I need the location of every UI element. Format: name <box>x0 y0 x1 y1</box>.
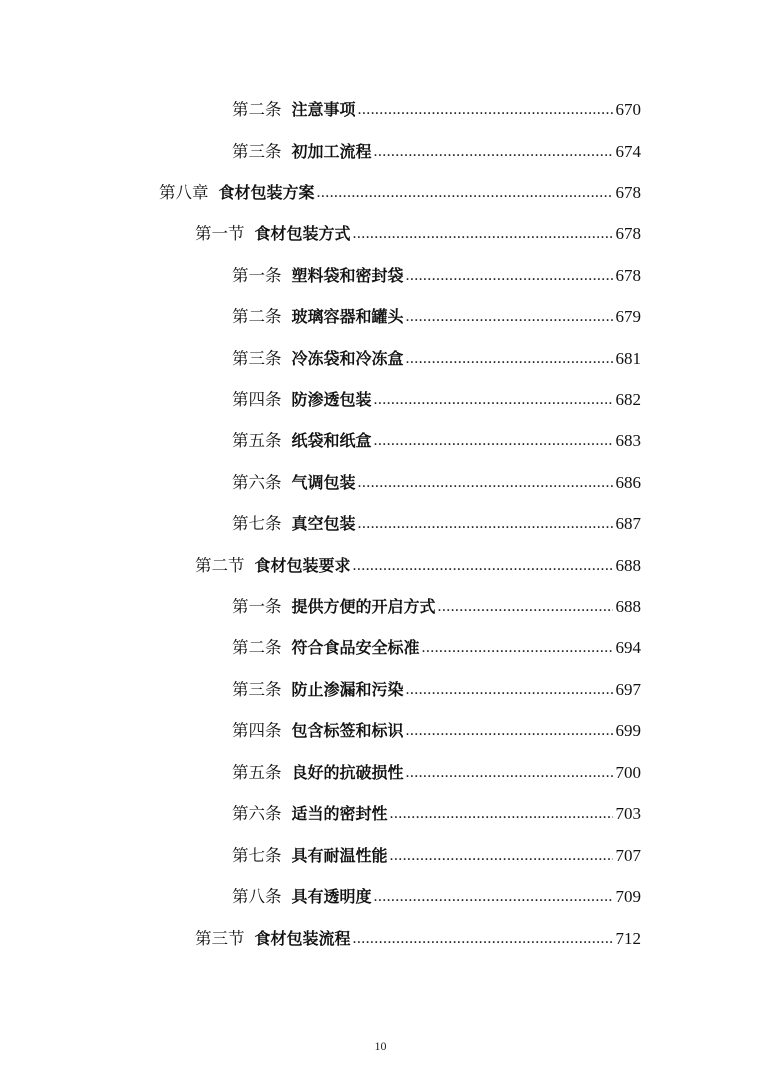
dot-leader <box>406 266 613 286</box>
toc-entry-title: 符合食品安全标准 <box>291 638 420 657</box>
dot-leader <box>390 846 613 866</box>
toc-entry-number: 第三条 <box>232 680 282 699</box>
toc-entry-title: 食材包装流程 <box>254 929 351 948</box>
toc-entry-title: 玻璃容器和罐头 <box>291 307 404 326</box>
toc-entry-number: 第八章 <box>159 183 209 202</box>
toc-entry-page: 681 <box>615 349 641 368</box>
toc-entry[interactable] <box>195 550 641 576</box>
toc-entry[interactable] <box>195 923 641 949</box>
toc-entry[interactable] <box>232 425 641 451</box>
toc-entry-number: 第一条 <box>232 597 282 616</box>
toc-entry-number: 第五条 <box>232 431 282 450</box>
toc-entry-title: 初加工流程 <box>291 142 372 161</box>
toc-entry[interactable] <box>232 301 641 327</box>
dot-leader <box>374 390 613 410</box>
toc-entry[interactable] <box>232 508 641 534</box>
toc-entry-title: 食材包装方式 <box>254 224 351 243</box>
toc-entry-page: 670 <box>615 100 641 119</box>
toc-entry[interactable] <box>232 840 641 866</box>
toc-entry-number: 第四条 <box>232 390 282 409</box>
toc-entry-number: 第七条 <box>232 514 282 533</box>
toc-entry-number: 第三节 <box>195 929 245 948</box>
toc-entry[interactable] <box>232 715 641 741</box>
dot-leader <box>374 431 613 451</box>
dot-leader <box>374 142 613 162</box>
toc-entry-title: 具有透明度 <box>291 887 372 906</box>
dot-leader <box>406 680 613 700</box>
toc-entry-title: 真空包装 <box>291 514 356 533</box>
dot-leader <box>406 763 613 783</box>
toc-entry-page: 709 <box>615 887 641 906</box>
toc-entry-number: 第七条 <box>232 846 282 865</box>
dot-leader <box>358 100 613 120</box>
toc-entry-title: 提供方便的开启方式 <box>291 597 436 616</box>
toc-entry-page: 688 <box>615 556 641 575</box>
toc-entry-page: 694 <box>615 638 641 657</box>
toc-entry-page: 700 <box>615 763 641 782</box>
toc-entry-number: 第二条 <box>232 100 282 119</box>
toc-entry-page: 682 <box>615 390 641 409</box>
toc-entry[interactable] <box>232 881 641 907</box>
toc-entry-number: 第八条 <box>232 887 282 906</box>
toc-entry-title: 塑料袋和密封袋 <box>291 266 404 285</box>
toc-entry-title: 注意事项 <box>291 100 356 119</box>
toc-entry-number: 第二节 <box>195 556 245 575</box>
toc-entry-number: 第六条 <box>232 473 282 492</box>
page-number: 10 <box>374 1039 387 1053</box>
dot-leader <box>353 929 613 949</box>
toc-entry-page: 697 <box>615 680 641 699</box>
toc-entry-title: 纸袋和纸盒 <box>291 431 372 450</box>
toc-entry-page: 678 <box>615 183 641 202</box>
toc-entry-number: 第一条 <box>232 266 282 285</box>
dot-leader <box>438 597 613 617</box>
toc-entry-title: 防渗透包装 <box>291 390 372 409</box>
dot-leader <box>406 307 613 327</box>
toc-entry-page: 678 <box>615 224 641 243</box>
toc-entry-page: 712 <box>615 929 641 948</box>
toc-entry-number: 第二条 <box>232 638 282 657</box>
toc-entry-page: 679 <box>615 307 641 326</box>
dot-leader <box>353 224 613 244</box>
toc-entry-number: 第一节 <box>195 224 245 243</box>
toc-entry-page: 688 <box>615 597 641 616</box>
toc-entry-page: 683 <box>615 431 641 450</box>
dot-leader <box>422 638 613 658</box>
toc-entry[interactable] <box>232 632 641 658</box>
toc-entry-title: 食材包装方案 <box>218 183 315 202</box>
dot-leader <box>374 887 613 907</box>
toc-entry-title: 具有耐温性能 <box>291 846 388 865</box>
toc-entry[interactable] <box>232 798 641 824</box>
dot-leader <box>406 349 613 369</box>
toc-entry-title: 食材包装要求 <box>254 556 351 575</box>
toc-entry-number: 第五条 <box>232 763 282 782</box>
dot-leader <box>406 721 613 741</box>
toc-entry[interactable] <box>232 94 641 120</box>
toc-entry[interactable] <box>232 467 641 493</box>
toc-entry-title: 气调包装 <box>291 473 356 492</box>
toc-entry-title: 包含标签和标识 <box>291 721 404 740</box>
dot-leader <box>358 473 613 493</box>
toc-entry-page: 699 <box>615 721 641 740</box>
toc-entry-page: 674 <box>615 142 641 161</box>
toc-entry-title: 适当的密封性 <box>291 804 388 823</box>
toc-entry-page: 686 <box>615 473 641 492</box>
toc-entry[interactable] <box>195 218 641 244</box>
toc-entry-page: 703 <box>615 804 641 823</box>
toc-entry[interactable] <box>232 757 641 783</box>
toc-entry-number: 第六条 <box>232 804 282 823</box>
toc-entry[interactable] <box>232 343 641 369</box>
toc-entry[interactable] <box>232 591 641 617</box>
toc-entry[interactable] <box>232 674 641 700</box>
toc-entry-title: 良好的抗破损性 <box>291 763 404 782</box>
toc-entry-title: 冷冻袋和冷冻盒 <box>291 349 404 368</box>
dot-leader <box>317 183 613 203</box>
toc-entry-page: 687 <box>615 514 641 533</box>
toc-entry-number: 第三条 <box>232 349 282 368</box>
toc-entry-page: 707 <box>615 846 641 865</box>
toc-entry[interactable] <box>159 177 641 203</box>
toc-entry-title: 防止渗漏和污染 <box>291 680 404 699</box>
toc-entry[interactable] <box>232 136 641 162</box>
dot-leader <box>353 556 613 576</box>
toc-entry-number: 第三条 <box>232 142 282 161</box>
toc-entry[interactable] <box>232 384 641 410</box>
toc-entry-number: 第二条 <box>232 307 282 326</box>
toc-entry[interactable] <box>232 260 641 286</box>
dot-leader <box>358 514 613 534</box>
dot-leader <box>390 804 613 824</box>
toc-entry-number: 第四条 <box>232 721 282 740</box>
toc-entry-page: 678 <box>615 266 641 285</box>
